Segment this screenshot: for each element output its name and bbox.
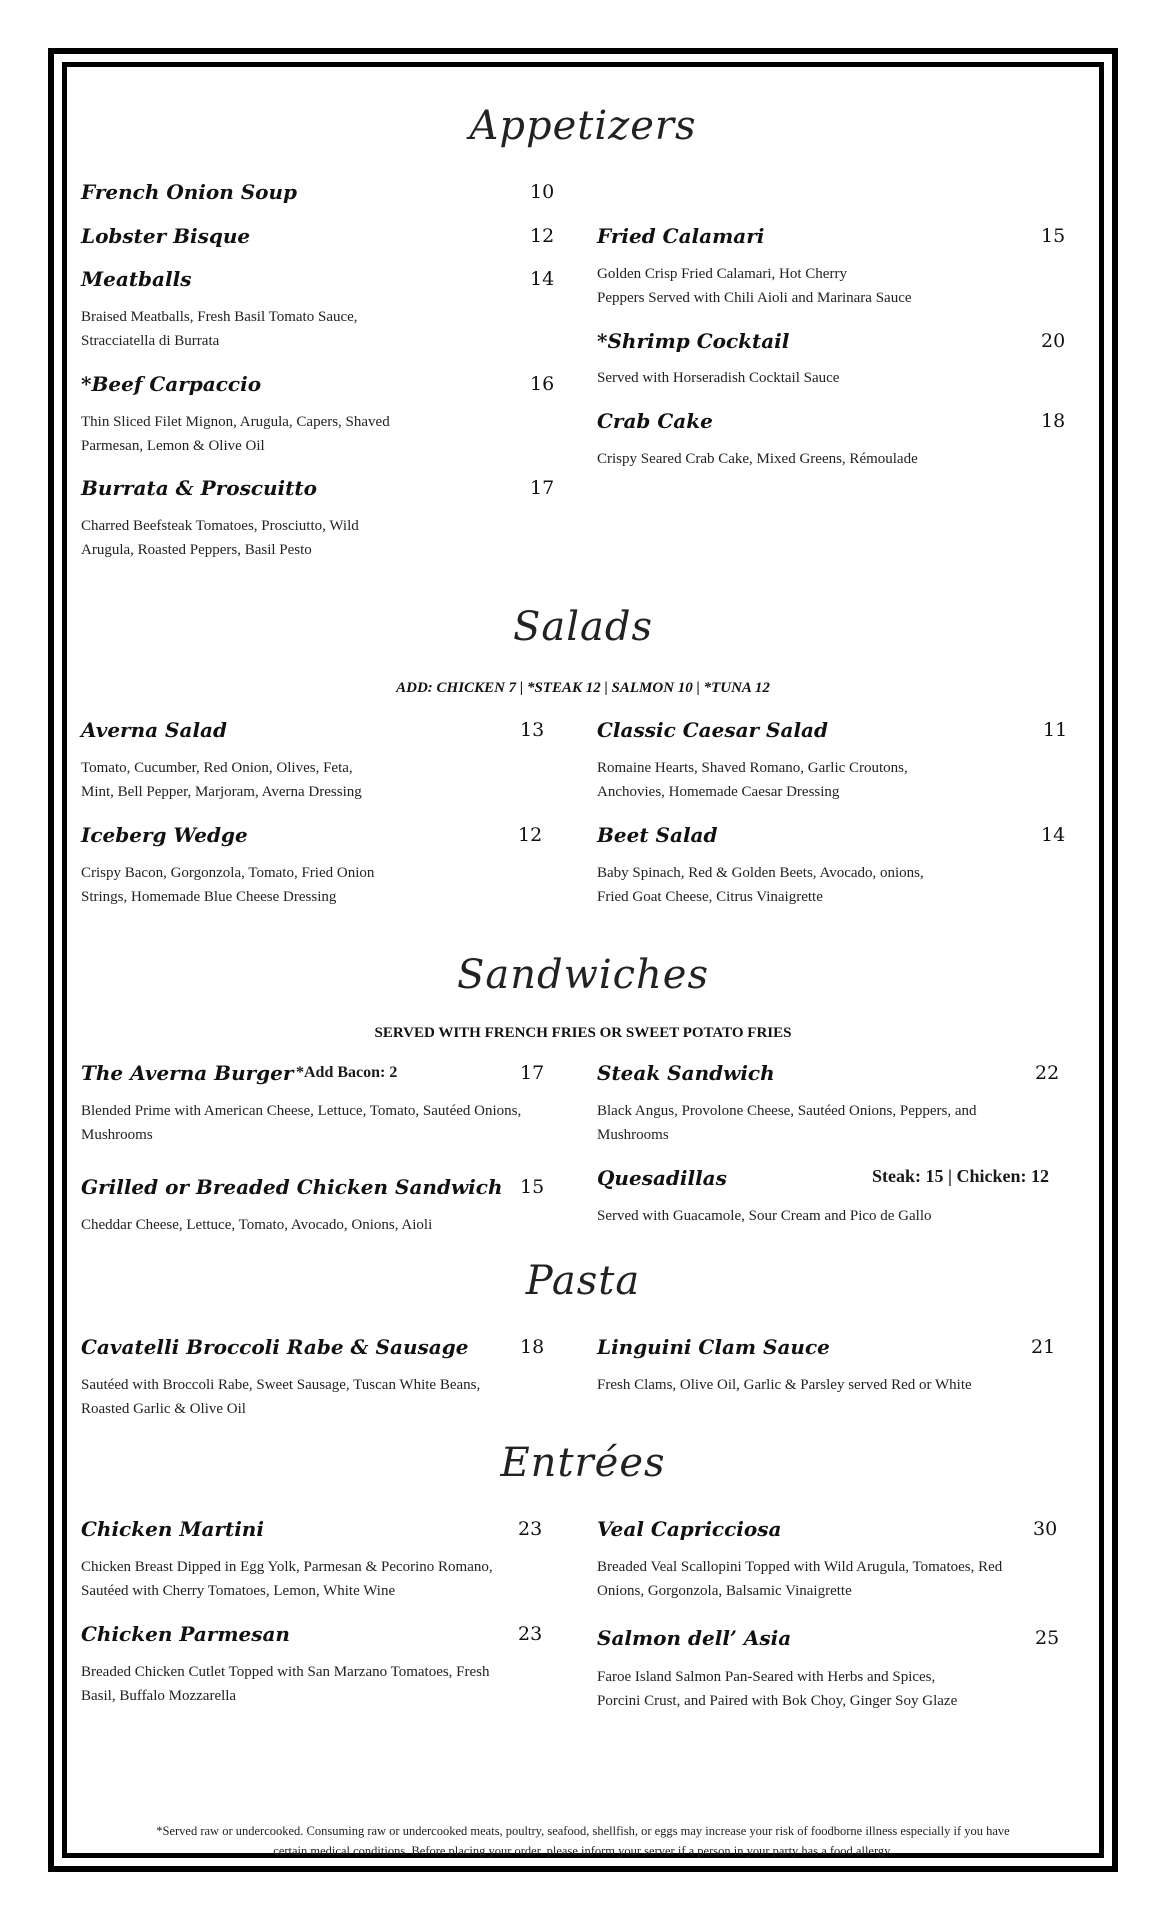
- salads-heading: Salads: [512, 604, 654, 650]
- steak-sandwich-price: 22: [1035, 1062, 1060, 1084]
- chicken-martini-desc-line2: Sautéed with Cherry Tomatoes, Lemon, White Wine: [81, 1583, 396, 1599]
- veal-capricciosa-desc-line1: Breaded Veal Scallopini Topped with Wild Arugula, Tomatoes, Red: [597, 1559, 1003, 1575]
- veal-capricciosa-desc: [597, 1555, 1002, 1603]
- quesadillas-desc: Served with Guacamole, Sour Cream and Pico de Gallo: [597, 1208, 932, 1224]
- fried-calamari-desc-line1: Golden Crisp Fried Calamari, Hot Cherry: [597, 266, 847, 282]
- beef-carpaccio-desc: [81, 410, 390, 458]
- averna-salad-desc-line1: Tomato, Cucumber, Red Onion, Olives, Feta,: [81, 760, 353, 776]
- steak-sandwich-name: Steak Sandwich: [597, 1061, 775, 1085]
- averna-salad-price: 13: [520, 719, 545, 741]
- iceberg-wedge-desc: [81, 861, 374, 909]
- cavatelli-desc-line1: Sautéed with Broccoli Rabe, Sweet Sausage, Tuscan White Beans,: [81, 1377, 481, 1393]
- steak-sandwich-desc: [597, 1099, 977, 1147]
- fried-calamari-desc-line2: Peppers Served with Chili Aioli and Marinara Sauce: [597, 290, 912, 306]
- chicken-martini-desc: [81, 1555, 493, 1603]
- disclaimer-line2: certain medical conditions. Before placing your order, please inform your server if a person in your party has a food allergy.: [273, 1844, 893, 1858]
- entrees-heading: Entrées: [500, 1440, 666, 1486]
- meatballs-price: 14: [530, 268, 555, 290]
- quesadillas-price: Steak: 15 | Chicken: 12: [872, 1166, 1049, 1186]
- chicken-parmesan-desc-line2: Basil, Buffalo Mozzarella: [81, 1688, 237, 1704]
- veal-capricciosa-name: Veal Capricciosa: [597, 1517, 782, 1541]
- pasta-heading: Pasta: [525, 1258, 641, 1304]
- averna-burger-desc-line2: Mushrooms: [81, 1127, 153, 1143]
- beef-carpaccio-name: *Beef Carpaccio: [81, 372, 262, 396]
- fries-note: SERVED WITH FRENCH FRIES OR SWEET POTATO FRIES: [374, 1025, 792, 1041]
- chicken-parmesan-name: Chicken Parmesan: [81, 1622, 290, 1646]
- meatballs-desc-line1: Braised Meatballs, Fresh Basil Tomato Sauce,: [81, 309, 358, 325]
- linguini-price: 21: [1031, 1336, 1056, 1358]
- chicken-parmesan-desc: [81, 1660, 490, 1708]
- fried-calamari-name: Fried Calamari: [597, 224, 765, 248]
- steak-sandwich-desc-line1: Black Angus, Provolone Cheese, Sautéed Onions, Peppers, and: [597, 1103, 977, 1119]
- linguini-name: Linguini Clam Sauce: [597, 1335, 830, 1359]
- crab-cake-price: 18: [1041, 410, 1066, 432]
- salmon-asia-price: 25: [1035, 1627, 1060, 1649]
- caesar-salad-price: 11: [1043, 719, 1068, 741]
- beet-salad-desc-line1: Baby Spinach, Red & Golden Beets, Avocado, onions,: [597, 865, 924, 881]
- caesar-salad-desc-line2: Anchovies, Homemade Caesar Dressing: [597, 784, 840, 800]
- lobster-bisque-price: 12: [530, 225, 555, 247]
- shrimp-cocktail-price: 20: [1041, 330, 1066, 352]
- burrata-desc-line2: Arugula, Roasted Peppers, Basil Pesto: [81, 542, 312, 558]
- cavatelli-desc-line2: Roasted Garlic & Olive Oil: [81, 1401, 246, 1417]
- fried-calamari-price: 15: [1041, 225, 1066, 247]
- beef-carpaccio-price: 16: [530, 373, 555, 395]
- caesar-salad-desc: [597, 756, 908, 804]
- crab-cake-desc: Crispy Seared Crab Cake, Mixed Greens, Rémoulade: [597, 451, 918, 467]
- sandwiches-heading: Sandwiches: [456, 952, 709, 998]
- beet-salad-desc-line2: Fried Goat Cheese, Citrus Vinaigrette: [597, 889, 823, 905]
- chicken-martini-price: 23: [518, 1518, 543, 1540]
- iceberg-wedge-desc-line1: Crispy Bacon, Gorgonzola, Tomato, Fried Onion: [81, 865, 375, 881]
- meatballs-name: Meatballs: [81, 267, 192, 291]
- veal-capricciosa-price: 30: [1033, 1518, 1058, 1540]
- allergy-disclaimer: [80, 1821, 1086, 1861]
- burrata-desc-line1: Charred Beefsteak Tomatoes, Prosciutto, Wild: [81, 518, 359, 534]
- beef-carpaccio-desc-line2: Parmesan, Lemon & Olive Oil: [81, 438, 265, 454]
- chicken-martini-name: Chicken Martini: [81, 1517, 264, 1541]
- cavatelli-desc: [81, 1373, 480, 1421]
- chicken-sandwich-name: Grilled or Breaded Chicken Sandwich: [81, 1175, 503, 1199]
- appetizers-heading: Appetizers: [469, 103, 697, 149]
- crab-cake-name: Crab Cake: [597, 409, 713, 433]
- cavatelli-price: 18: [520, 1336, 545, 1358]
- steak-sandwich-desc-line2: Mushrooms: [597, 1127, 669, 1143]
- chicken-sandwich-price: 15: [520, 1176, 545, 1198]
- caesar-salad-desc-line1: Romaine Hearts, Shaved Romano, Garlic Croutons,: [597, 760, 908, 776]
- averna-salad-desc: [81, 756, 362, 804]
- disclaimer-line1: *Served raw or undercooked. Consuming raw or undercooked meats, poultry, seafood, shellfish, or eggs may increase your risk of foodborne illness especially if you have: [156, 1824, 1010, 1838]
- iceberg-wedge-price: 12: [518, 824, 543, 846]
- chicken-parmesan-price: 23: [518, 1623, 543, 1645]
- meatballs-desc: [81, 305, 358, 353]
- veal-capricciosa-desc-line2: Onions, Gorgonzola, Balsamic Vinaigrette: [597, 1583, 852, 1599]
- averna-salad-desc-line2: Mint, Bell Pepper, Marjoram, Averna Dressing: [81, 784, 362, 800]
- chicken-martini-desc-line1: Chicken Breast Dipped in Egg Yolk, Parmesan & Pecorino Romano,: [81, 1559, 493, 1575]
- salmon-asia-desc-line1: Faroe Island Salmon Pan-Seared with Herbs and Spices,: [597, 1669, 936, 1685]
- meatballs-desc-line2: Stracciatella di Burrata: [81, 333, 220, 349]
- salmon-asia-name: Salmon dell’ Asia: [597, 1626, 792, 1650]
- fried-calamari-desc: [597, 262, 912, 310]
- add-bacon-note: *Add Bacon: 2: [296, 1064, 398, 1081]
- quesadillas-name: Quesadillas: [597, 1166, 727, 1190]
- lobster-bisque-name: Lobster Bisque: [81, 224, 251, 248]
- burrata-desc: [81, 514, 359, 562]
- averna-burger-price: 17: [520, 1062, 545, 1084]
- averna-burger-name: The Averna Burger: [81, 1061, 294, 1085]
- shrimp-cocktail-desc: Served with Horseradish Cocktail Sauce: [597, 370, 840, 386]
- burrata-name: Burrata & Proscuitto: [81, 476, 317, 500]
- salmon-asia-desc: [597, 1665, 957, 1713]
- shrimp-cocktail-name: *Shrimp Cocktail: [597, 329, 790, 353]
- beet-salad-desc: [597, 861, 924, 909]
- chicken-parmesan-desc-line1: Breaded Chicken Cutlet Topped with San Marzano Tomatoes, Fresh: [81, 1664, 490, 1680]
- burrata-price: 17: [530, 477, 555, 499]
- cavatelli-name: Cavatelli Broccoli Rabe & Sausage: [81, 1335, 469, 1359]
- french-onion-soup-price: 10: [530, 181, 555, 203]
- beef-carpaccio-desc-line1: Thin Sliced Filet Mignon, Arugula, Capers, Shaved: [81, 414, 390, 430]
- averna-burger-desc-line1: Blended Prime with American Cheese, Lettuce, Tomato, Sautéed Onions,: [81, 1103, 522, 1119]
- beet-salad-price: 14: [1041, 824, 1066, 846]
- salmon-asia-desc-line2: Porcini Crust, and Paired with Bok Choy, Ginger Soy Glaze: [597, 1693, 958, 1709]
- beet-salad-name: Beet Salad: [597, 823, 718, 847]
- averna-burger-desc: [81, 1099, 521, 1147]
- iceberg-wedge-desc-line2: Strings, Homemade Blue Cheese Dressing: [81, 889, 337, 905]
- salad-addons: ADD: CHICKEN 7 | *STEAK 12 | SALMON 10 | *TUNA 12: [396, 680, 770, 696]
- linguini-desc: Fresh Clams, Olive Oil, Garlic & Parsley served Red or White: [597, 1377, 972, 1393]
- caesar-salad-name: Classic Caesar Salad: [597, 718, 828, 742]
- chicken-sandwich-desc: Cheddar Cheese, Lettuce, Tomato, Avocado, Onions, Aioli: [81, 1217, 433, 1233]
- french-onion-soup-name: French Onion Soup: [81, 180, 298, 204]
- iceberg-wedge-name: Iceberg Wedge: [81, 823, 248, 847]
- averna-salad-name: Averna Salad: [81, 718, 227, 742]
